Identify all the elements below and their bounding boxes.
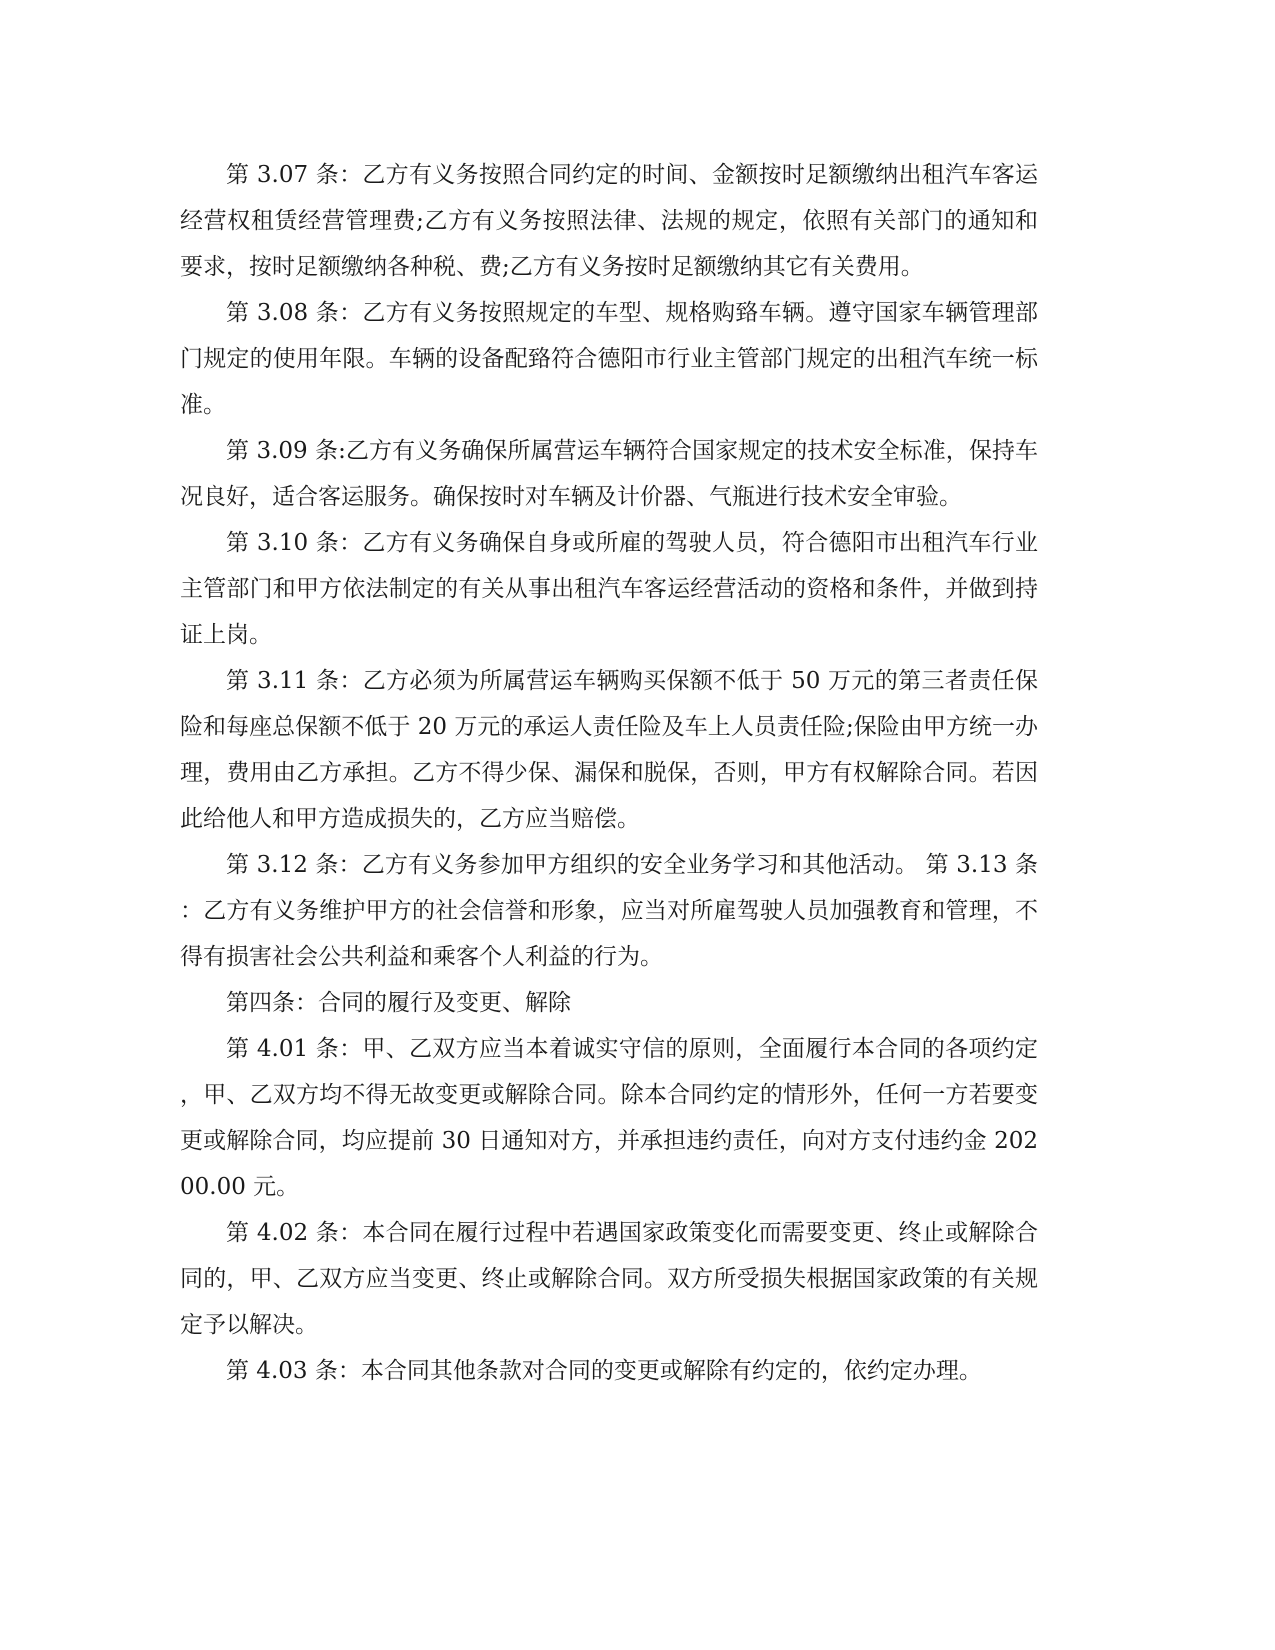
clause-3-08: 第 3.08 条：乙方有义务按照规定的车型、规格购臵车辆。遵守国家车辆管理部门规定的使用年限。车辆的设备配臵符合德阳市行业主管部门规定的出租汽车统一标准。 [180,300,1038,418]
clause-3-12-3-13: 第 3.12 条：乙方有义务参加甲方组织的安全业务学习和其他活动。 第 3.13 条：乙方有义务维护甲方的社会信誉和形象，应当对所雇驾驶人员加强教育和管理，不得有损害社会公共利益和乘客个人利益的行为。 [180,852,1038,970]
clause-3-11: 第 3.11 条：乙方必须为所属营运车辆购买保额不低于 50 万元的第三者责任保险和每座总保额不低于 20 万元的承运人责任险及车上人员责任险;保险由甲方统一办理，费用由乙方承担。乙方不得少保、漏保和脱保，否则，甲方有权解除合同。若因此给他人和甲方造成损失的，乙方应当赔偿。 [180,668,1038,832]
document-page [180,152,1038,1394]
article-4-heading: 第四条：合同的履行及变更、解除 [226,990,571,1016]
clause-3-10: 第 3.10 条：乙方有义务确保自身或所雇的驾驶人员，符合德阳市出租汽车行业主管部门和甲方依法制定的有关从事出租汽车客运经营活动的资格和条件，并做到持证上岗。 [180,530,1038,648]
clause-3-07: 第 3.07 条：乙方有义务按照合同约定的时间、金额按时足额缴纳出租汽车客运经营权租赁经营管理费;乙方有义务按照法律、法规的规定，依照有关部门的通知和要求，按时足额缴纳各种税、费;乙方有义务按时足额缴纳其它有关费用。 [180,162,1038,280]
clause-4-02: 第 4.02 条：本合同在履行过程中若遇国家政策变化而需要变更、终止或解除合同的，甲、乙双方应当变更、终止或解除合同。双方所受损失根据国家政策的有关规定予以解决。 [180,1220,1038,1338]
clause-4-03: 第 4.03 条：本合同其他条款对合同的变更或解除有约定的，依约定办理。 [226,1358,982,1384]
clause-3-09: 第 3.09 条:乙方有义务确保所属营运车辆符合国家规定的技术安全标准，保持车况良好，适合客运服务。确保按时对车辆及计价器、气瓶进行技术安全审验。 [180,438,1038,510]
clause-4-01: 第 4.01 条：甲、乙双方应当本着诚实守信的原则，全面履行本合同的各项约定，甲、乙双方均不得无故变更或解除合同。除本合同约定的情形外，任何一方若要变更或解除合同，均应提前 30 日通知对方，并承担违约责任，向对方支付违约金 20200.00 元。 [180,1036,1038,1200]
